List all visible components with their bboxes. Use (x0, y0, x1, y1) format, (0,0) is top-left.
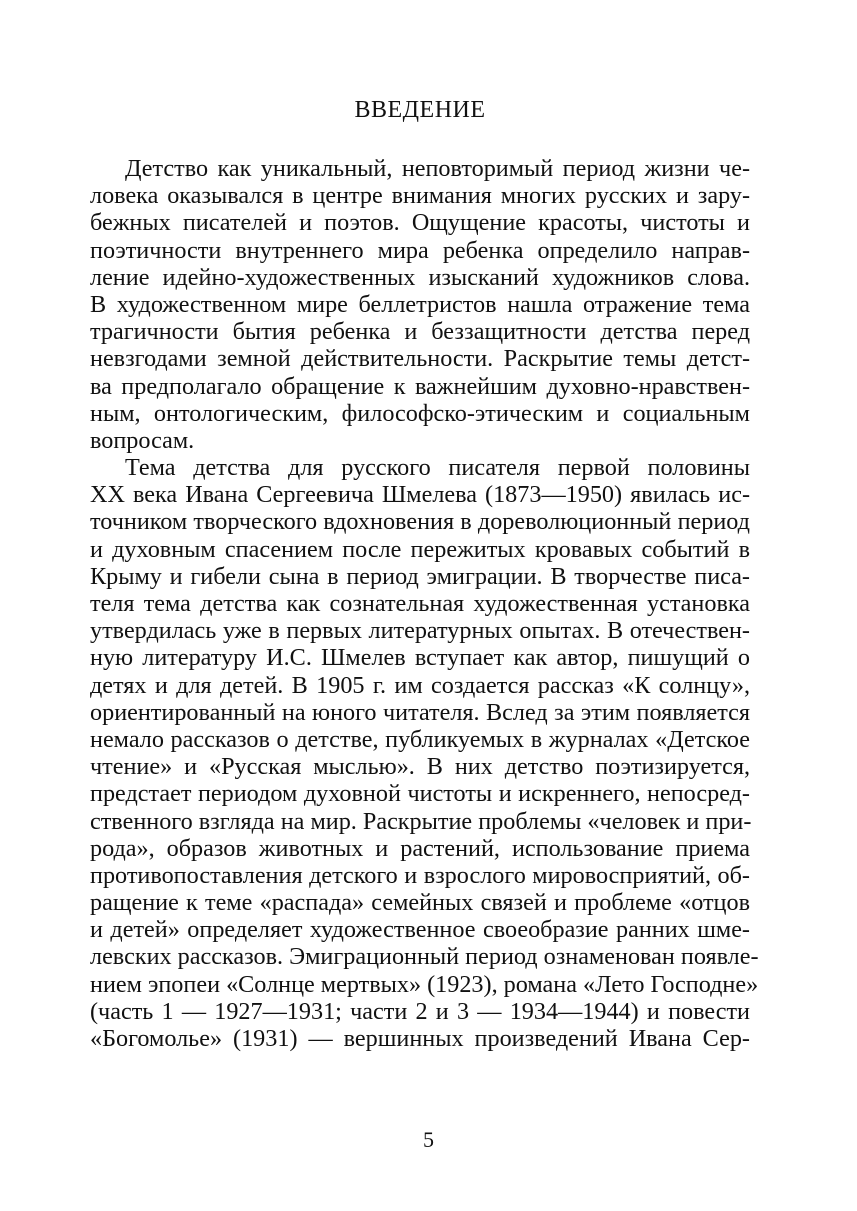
page-number: 5 (423, 1127, 434, 1152)
text-line: чтение» и «Русская мыслью». В них детство поэтизируется, (90, 753, 750, 781)
text-line: рода», образов животных и растений, использование приема (90, 834, 750, 862)
paragraph (90, 155, 750, 454)
text-line: (часть 1 — 1927—1931; части 2 и 3 — 1934—1944) и повести (90, 997, 750, 1025)
text-line: ловека оказывался в центре внимания многих русских и зару- (90, 182, 750, 210)
text-line: бежных писателей и поэтов. Ощущение красоты, чистоты и (90, 209, 750, 237)
text-line: теля тема детства как сознательная художественная установка (90, 590, 750, 617)
chapter-heading: ВВЕДЕНИЕ (354, 97, 486, 123)
paragraph (90, 454, 759, 1052)
text-line: немало рассказов о детстве, публикуемых в журналах «Детское (90, 725, 750, 753)
text-line: трагичности бытия ребенка и беззащитности детства перед (90, 318, 750, 346)
text-line: ращение к теме «распада» семейных связей и проблеме «отцов (90, 889, 750, 917)
text-line: В художественном мире беллетристов нашла отражение тема (90, 290, 750, 318)
text-line: Детство как уникальный, неповторимый период жизни че- (125, 155, 750, 182)
text-line: «Богомолье» (1931) — вершинных произведений Ивана Сер- (90, 1025, 750, 1052)
text-line: невзгодами земной действительности. Раскрытие темы детст- (90, 345, 750, 373)
text-line: точником творческого вдохновения в дореволюционный период (90, 508, 750, 536)
text-line: и духовным спасением после пережитых кровавых событий в (90, 535, 750, 563)
text-line: детях и для детей. В 1905 г. им создается рассказ «К солнцу», (90, 671, 750, 699)
text-line: ственного взгляда на мир. Раскрытие проблемы «человек и при- (90, 807, 752, 835)
text-line: левских рассказов. Эмиграционный период ознаменован появле- (90, 943, 759, 971)
text-line: ление идейно-художественных изысканий художников слова. (90, 263, 750, 291)
paragraph-container (90, 155, 759, 1052)
text-line: ную литературу И.С. Шмелев вступает как автор, пишущий о (90, 644, 750, 672)
text-line: и детей» определяет художественное своеобразие ранних шме- (90, 916, 750, 944)
text-line: вопросам. (90, 426, 195, 454)
text-line: утвердилась уже в первых литературных опытах. В отечествен- (90, 617, 750, 645)
text-line: нием эпопеи «Солнце мертвых» (1923), романа «Лето Господне» (90, 970, 759, 998)
text-line: ориентированный на юного читателя. Вслед за этим появляется (90, 698, 750, 726)
text-line: противопоставления детского и взрослого мировосприятий, об- (90, 861, 750, 889)
body-text (90, 155, 759, 1052)
text-line: ва предполагало обращение к важнейшим духовно-нравствен- (90, 372, 750, 400)
text-line: XX века Ивана Сергеевича Шмелева (1873—1950) явилась ис- (90, 481, 750, 509)
text-line: Тема детства для русского писателя первой половины (125, 454, 750, 482)
text-line: поэтичности внутреннего мира ребенка определило направ- (90, 236, 750, 264)
text-line: предстает периодом духовной чистоты и искреннего, непосред- (90, 780, 750, 808)
text-line: Крыму и гибели сына в период эмиграции. В творчестве писа- (90, 562, 750, 590)
text-line: ным, онтологическим, философско-этическим и социальным (90, 399, 750, 427)
